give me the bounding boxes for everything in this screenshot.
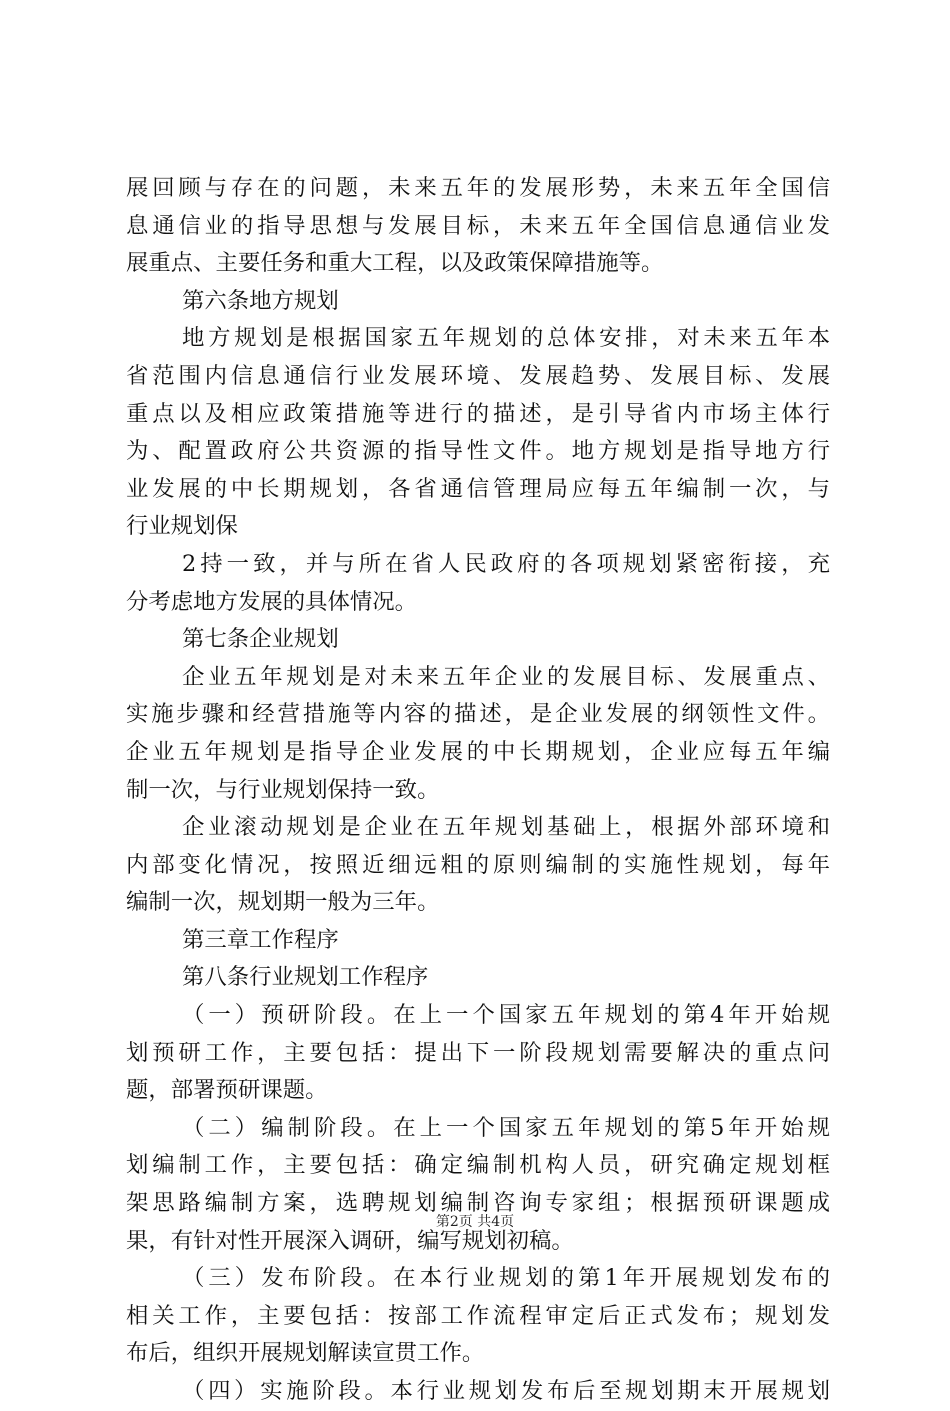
text-line: 实施步骤和经营措施等内容的描述，是企业发展的纲领性文件。 [126,701,830,728]
text-line: 内部变化情况，按照近细远粗的原则编制的实施性规划，每年 [126,851,830,878]
text-line: 重点以及相应政策措施等进行的描述，是引导省内市场主体行 [126,400,830,427]
text-line: 布后，组织开展规划解读宣贯工作。 [126,1340,485,1367]
text-line: 划编制工作，主要包括：确定编制机构人员，研究确定规划框 [126,1152,830,1179]
text-line: 第八条行业规划工作程序 [182,964,429,991]
text-line: 相关工作，主要包括：按部工作流程审定后正式发布；规划发 [126,1302,830,1329]
text-line: 架思路编制方案，选聘规划编制咨询专家组；根据预研课题成 [126,1190,830,1217]
text-line: 企业滚动规划是企业在五年规划基础上，根据外部环境和 [182,814,830,841]
text-line: 分考虑地方发展的具体情况。 [126,588,418,615]
text-line: 题，部署预研课题。 [126,1077,328,1104]
text-line: 制一次，与行业规划保持一致。 [126,776,440,803]
text-line: 第三章工作程序 [182,926,339,953]
text-line: 划预研工作，主要包括：提出下一阶段规划需要解决的重点问 [126,1039,830,1066]
text-line: 第七条企业规划 [182,626,339,653]
text-line: 行业规划保 [126,513,238,540]
text-line: 第六条地方规划 [182,287,339,314]
text-line: （四）实施阶段。本行业规划发布后至规划期末开展规划 [182,1378,830,1404]
text-line: （一）预研阶段。在上一个国家五年规划的第4年开始规 [182,1002,830,1029]
text-line: 业发展的中长期规划，各省通信管理局应每五年编制一次，与 [126,475,830,502]
text-line: 展重点、主要任务和重大工程，以及政策保障措施等。 [126,250,664,277]
text-line: （三）发布阶段。在本行业规划的第1年开展规划发布的 [182,1265,830,1292]
text-line: 果，有针对性开展深入调研，编写规划初稿。 [126,1227,574,1254]
page-footer: 第2页 共4页 [435,1214,515,1230]
text-line: 省范围内信息通信行业发展环境、发展趋势、发展目标、发展 [126,362,830,389]
text-line: 展回顾与存在的问题，未来五年的发展形势，未来五年全国信 [126,175,830,201]
text-line: 2持一致，并与所在省人民政府的各项规划紧密衔接，充 [182,550,830,577]
text-line: 企业五年规划是对未来五年企业的发展目标、发展重点、 [182,663,830,690]
text-line: （二）编制阶段。在上一个国家五年规划的第5年开始规 [182,1114,830,1141]
text-line: 编制一次，规划期一般为三年。 [126,889,440,916]
text-line: 为、配置政府公共资源的指导性文件。地方规划是指导地方行 [126,438,830,465]
text-line: 息通信业的指导思想与发展目标，未来五年全国信息通信业发 [126,212,830,239]
text-line: 企业五年规划是指导企业发展的中长期规划，企业应每五年编 [126,738,830,765]
text-line: 地方规划是根据国家五年规划的总体安排，对未来五年本 [182,325,830,352]
